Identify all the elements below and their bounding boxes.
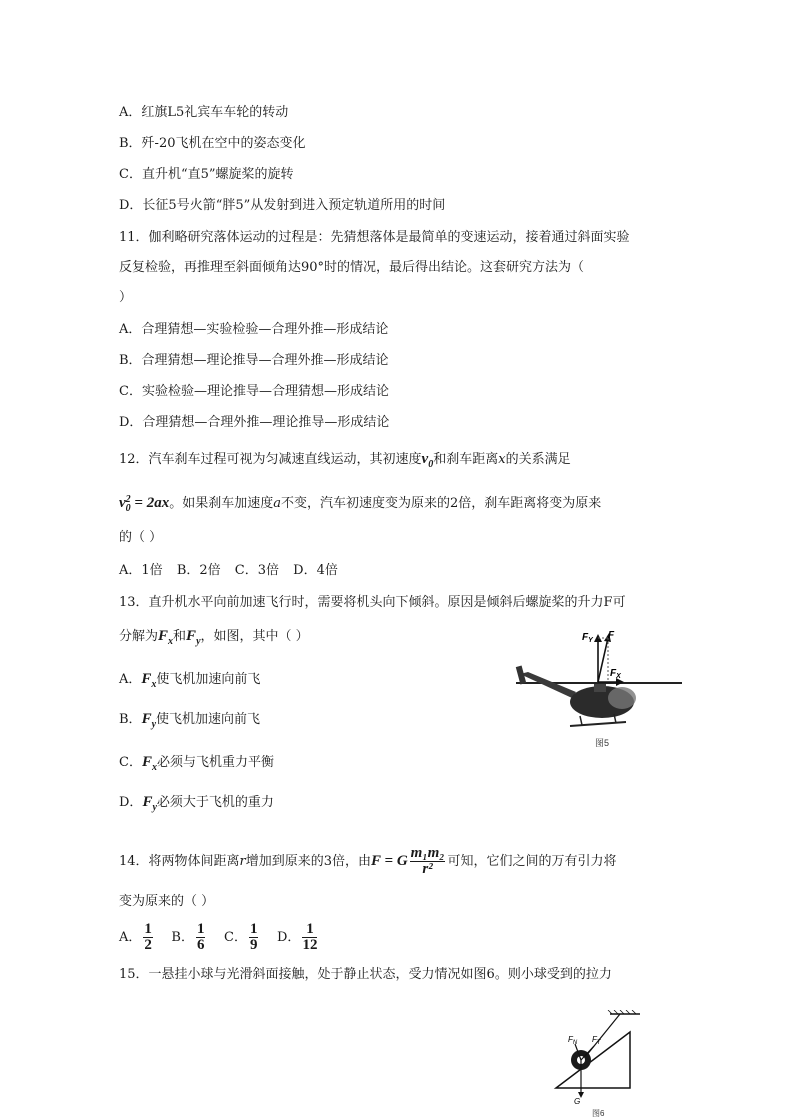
skid	[570, 722, 626, 726]
q11-option-c: C．实验检验—理论推导—合理猜想—形成结论	[119, 384, 389, 399]
q11-stem-line1: 11．伽利略研究落体运动的过程是：先猜想落体是最简单的变速运动，接着通过斜面实验	[119, 230, 630, 245]
q12-option-a: A．1倍	[119, 563, 163, 578]
q12-stem-text-c: 的关系满足	[505, 452, 571, 467]
v0-squared-formula: v 2 0 = 2ax	[119, 493, 170, 514]
q12-stem-line2	[119, 494, 601, 513]
a-symbol: a	[273, 496, 282, 511]
q13-option-d: D．$F_y$必须大于飞机的重力	[119, 794, 274, 813]
q12-stem-text-d: 。如果刹车加速度	[169, 496, 274, 511]
q13-stem-line2: 分解为$F_x$和$F_y$，如图，其中（ ）	[119, 628, 309, 647]
q14-option-d: D． $\frac{1}{12}$	[277, 921, 318, 953]
q11-stem-line3: ）	[119, 290, 133, 305]
q13-option-a: A．$F_x$使飞机加速向前飞	[119, 671, 261, 690]
q10-option-c: C．直升机“直5”螺旋桨的旋转	[119, 167, 294, 182]
q13-option-c: C．$F_x$必须与飞机重力平衡	[119, 754, 274, 773]
q14-stem-line2: 变为原来的（ ）	[119, 894, 215, 909]
q13-option-b: B．$F_y$使飞机加速向前飞	[119, 711, 261, 730]
q10-option-a: A．红旗L5礼宾车车轮的转动	[119, 105, 289, 120]
q11-stem-line2: 反复检验，再推理至斜面倾角达90°时的情况，最后得出结论。这套研究方法为（	[119, 260, 585, 275]
fy-symbol: $F_y$	[186, 628, 201, 647]
helicopter-figure	[510, 626, 690, 754]
q14-option-b: B． $\frac{1}{6}$	[171, 921, 205, 953]
f-arrow	[598, 638, 608, 682]
label-g: G	[574, 1097, 581, 1106]
q14-option-a: A． $\frac{1}{2}$	[119, 921, 152, 953]
q12-options	[119, 562, 348, 580]
label-fy: $F_Y$	[582, 632, 593, 644]
label-fn: $F_N$	[568, 1035, 578, 1046]
x-symbol: x	[498, 452, 506, 467]
label-fx: $F_X$	[610, 668, 621, 680]
q12-stem-line3: 的（ ）	[119, 530, 163, 545]
label-f: F	[608, 630, 615, 641]
q12-stem-text-a: 12．汽车刹车过程可视为匀减速直线运动，其初速度	[119, 452, 422, 467]
incline-figure	[548, 1010, 648, 1119]
q15-stem-line1: 15．一悬挂小球与光滑斜面接触，处于静止状态，受力情况如图6。则小球受到的拉力	[119, 967, 612, 982]
q12-stem-text-b: 和刹车距离	[433, 452, 499, 467]
q14-stem-line1: 14．将两物体间距离r增加到原来的3倍，由F = G $\frac{\text{m₁m₂}}{\text{r²}}$ 可知，它们之间的万有引力将	[119, 845, 617, 877]
v0-symbol: $v_0$	[421, 451, 434, 470]
q11-option-b: B．合理猜想—理论推导—合理外推—形成结论	[119, 353, 389, 368]
q12-option-b: B．2倍	[176, 563, 221, 578]
figure6-caption: 图6	[592, 1109, 605, 1118]
q11-option-d: D．合理猜想—合理外推—理论推导—形成结论	[119, 415, 390, 430]
q12-stem-text-e: 不变，汽车初速度变为原来的2倍，刹车距离将变为原来	[281, 496, 602, 511]
q12-stem-line1	[119, 450, 571, 474]
gravity-fraction: $\frac{\text{m₁m₂}}{\text{r²}}$	[410, 845, 445, 877]
q14-options	[119, 920, 319, 956]
q12-option-d: D．4倍	[293, 563, 338, 578]
q13-stem-line1: 13．直升机水平向前加速飞行时，需要将机头向下倾斜。原因是倾斜后螺旋桨的升力F可	[119, 595, 626, 610]
q10-option-b: B．歼-20飞机在空中的姿态变化	[119, 136, 306, 151]
q14-option-c: C． $\frac{1}{9}$	[224, 921, 258, 953]
q11-option-a: A．合理猜想—实验检验—合理外推—形成结论	[119, 322, 389, 337]
label-ft: $F_T$	[592, 1035, 601, 1046]
figure5-caption: 图5	[595, 738, 610, 748]
tail-boom	[520, 672, 576, 698]
q12-option-c: C．3倍	[234, 563, 279, 578]
gravity-formula: F = G	[371, 853, 408, 869]
fx-symbol: $F_x$	[158, 628, 174, 647]
q10-option-d: D．长征5号火箭“胖5”从发射到进入预定轨道所用的时间	[119, 198, 446, 213]
